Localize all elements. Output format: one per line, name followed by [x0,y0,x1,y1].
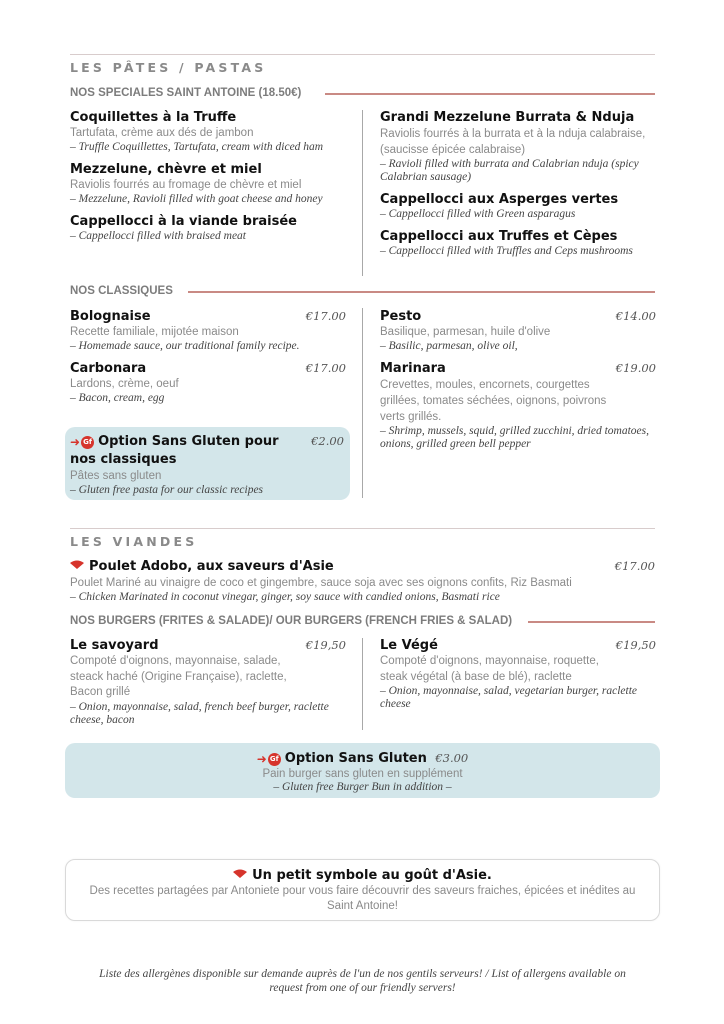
item-description-fr: Recette familiale, mijotée maison [70,326,239,338]
item-description-en: – Ravioli filled with burrata and Calabrian nduja (spicy Calabrian sausage) [380,158,639,183]
asian-fan-icon [233,869,247,878]
menu-item [70,637,346,727]
menu-item [380,228,656,258]
gluten-free-option-burgers [65,743,660,798]
burgers-left-column [70,637,346,734]
item-price: €19.00 [615,361,656,375]
menu-item [70,213,346,243]
item-description-en: – Chicken Marinated in coconut vinegar, ginger, soy sauce with candied onions, Basmati rice [70,591,500,603]
burgers-right-column [380,637,656,718]
item-name: Option Sans Gluten [284,751,427,766]
item-description-en: – Onion, mayonnaise, salad, french beef burger, raclette cheese, bacon [70,700,329,726]
menu-item-adobo [70,558,655,604]
item-description-fr: Raviolis fourrés au fromage de chèvre et miel [70,179,302,191]
menu-item [70,161,346,206]
column-divider [362,308,363,498]
gluten-free-badge [257,752,281,766]
item-description-en: – Truffle Coquillettes, Tartufata, cream with diced ham [70,141,324,153]
subheading-classics: NOS CLASSIQUES [70,285,173,297]
menu-item [70,308,346,353]
item-name: Option Sans Gluten pour nos classiques [70,434,279,467]
item-name: Poulet Adobo, aux saveurs d'Asie [89,559,334,574]
menu-item [380,109,656,184]
gf-title-wrap [65,749,660,767]
item-description-fr: Pain burger sans gluten en supplément [262,768,463,780]
item-description-fr: Pâtes sans gluten [70,470,162,482]
asian-fan-icon [70,560,84,569]
item-description-en: – Shrimp, mussels, squid, grilled zucchini, dried tomatoes, onions, grilled green bell pepper [380,425,649,450]
item-description-en: – Bacon, cream, egg [70,392,165,404]
subheading-rule [325,93,655,95]
item-price: €2.00 [311,434,344,448]
item-name: Mezzelune, chèvre et miel [70,162,262,177]
menu-item [380,360,656,451]
item-name: Grandi Mezzelune Burrata & Nduja [380,110,635,125]
item-description-en: – Cappellocci filled with Green asparagus [380,208,576,220]
item-price: €3.00 [435,751,469,765]
item-description-fr: Poulet Mariné au vinaigre de coco et gingembre, sauce soja avec ses oignons confits, Riz Basmati [70,577,572,589]
item-description-en: – Basilic, parmesan, olive oil, [380,340,518,352]
menu-item [380,191,656,221]
item-name: Carbonara [70,361,147,376]
item-description-en: – Cappellocci filled with Truffles and Ceps mushrooms [380,245,633,257]
allergens-note: Liste des allergènes disponible sur demande auprès de l'un de nos gentils serveurs! / List of allergens available on request from one of our friendly servers! [99,968,626,994]
item-name: Bolognaise [70,309,151,324]
menu-item [380,637,656,711]
gluten-free-option-classics [65,427,350,500]
menu-item [380,308,656,353]
arrow-right-icon: ➜ [256,752,267,766]
gluten-free-icon: Gf [81,436,94,449]
info-text: Des recettes partagées par Antoniete pour vous faire découvrir des saveurs fraiches, épicées et inédites au Saint Antoine! [89,885,636,912]
column-divider [362,110,363,276]
menu-item [70,360,346,405]
item-name: Pesto [380,309,422,324]
item-description-fr: Tartufata, crème aux dés de jambon [70,127,254,139]
info-title: Un petit symbole au goût d'Asie. [252,868,492,883]
item-name: Le Végé [380,638,438,653]
section-divider [70,528,655,529]
gluten-free-badge [70,435,94,449]
subheading-burgers: NOS BURGERS (FRITES & SALADE)/ OUR BURGERS (FRENCH FRIES & SALAD) [70,615,513,627]
item-description-fr: Lardons, crème, oeuf [70,378,179,390]
section-title-pastas: LES PÂTES / PASTAS [70,60,267,75]
item-name: Coquillettes à la Truffe [70,110,237,125]
item-description-fr: Compoté d'oignons, mayonnaise, roquette, steak végétal (à base de blé), raclette [380,655,599,683]
item-description-fr: Basilique, parmesan, huile d'olive [380,326,551,338]
item-description-fr: Crevettes, moules, encornets, courgettes grillées, tomates séchées, oignons, poivrons verts grillés. [380,379,607,423]
item-description-fr: Compoté d'oignons, mayonnaise, salade, steack haché (Origine Française), raclette, Bacon grillé [70,655,287,698]
item-name: Cappellocci aux Truffes et Cèpes [380,229,618,244]
gf-title-wrap [70,432,280,468]
item-price: €19,50 [615,638,656,652]
subheading-rule [528,621,655,623]
item-name: Marinara [380,361,446,376]
item-name: Le savoyard [70,638,159,653]
item-name: Cappellocci aux Asperges vertes [380,192,619,207]
asian-symbol-info-box [65,859,660,921]
item-price: €14.00 [615,309,656,323]
item-price: €17.00 [305,309,346,323]
item-description-en: – Onion, mayonnaise, salad, vegetarian burger, raclette cheese [380,685,638,710]
specials-left-column [70,109,346,250]
classics-left-column [70,308,346,412]
classics-right-column [380,308,656,458]
item-description-en: – Cappellocci filled with braised meat [70,230,246,242]
subheading-rule [188,291,655,293]
item-description-en: – Homemade sauce, our traditional family recipe. [70,340,300,352]
gluten-free-icon: Gf [268,753,281,766]
column-divider [362,638,363,730]
item-name: Cappellocci à la viande braisée [70,214,297,229]
item-description-en: – Mezzelune, Ravioli filled with goat cheese and honey [70,193,323,205]
subheading-specials: NOS SPECIALES SAINT ANTOINE (18.50€) [70,87,302,99]
item-name-wrap [70,558,655,575]
item-price: €17.00 [305,361,346,375]
item-price: €19,50 [305,638,346,652]
section-title-meats: LES VIANDES [70,534,198,549]
menu-item [70,109,346,154]
info-title-wrap [66,866,659,884]
item-description-en: – Gluten free Burger Bun in addition – [273,781,452,793]
item-price: €17.00 [614,559,655,573]
specials-right-column [380,109,656,265]
arrow-right-icon: ➜ [70,435,81,449]
section-divider [70,54,655,55]
item-description-fr: Raviolis fourrés à la burrata et à la nduja calabraise, (saucisse épicée calabraise) [380,128,646,156]
item-description-en: – Gluten free pasta for our classic recipes [70,484,264,496]
